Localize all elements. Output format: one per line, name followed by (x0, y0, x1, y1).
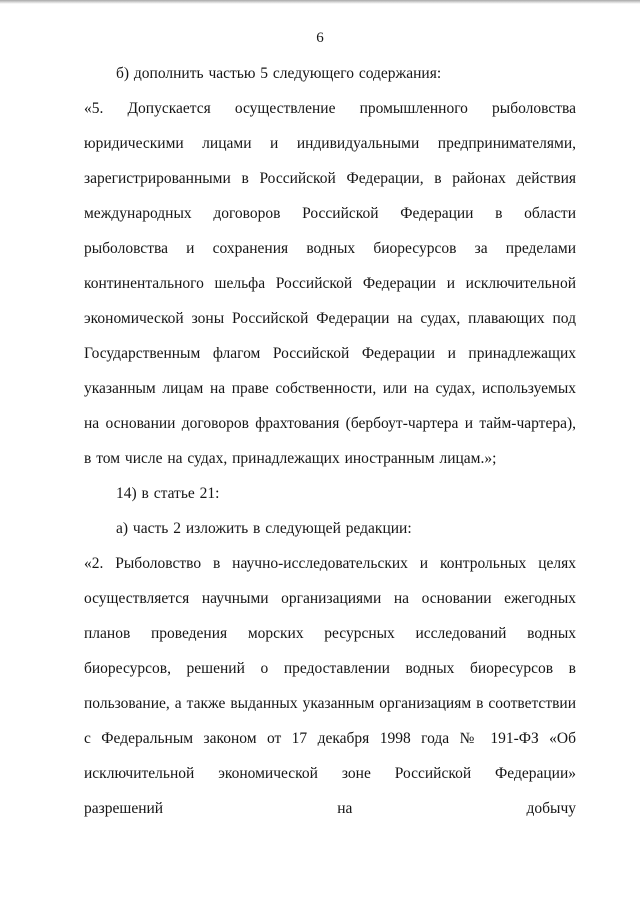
paragraph-quoted-part-5: «5. Допускается осуществление промышленного рыболовства юридическими лицами и индивидуальными предпринимателями, зарегистрированными в Российской Федерации, в районах действия международных договоров Российской Федерации в области рыболовства и сохранения водных биоресурсов за пределами континентального шельфа Российской Федерации и исключительной экономической зоны Российской Федерации на судах, плавающих под Государственным флагом Российской Федерации и принадлежащих указанным лицам на праве собственности, или на судах, используемых на основании договоров фрахтования (бербоут-чартера и тайм-чартера), в том числе на судах, принадлежащих иностранным лицам.»; (84, 100, 576, 467)
paragraph-item-14: 14) в статье 21: (116, 485, 220, 502)
page-top-edge (0, 0, 640, 4)
page-number: 6 (316, 30, 324, 46)
document-content (0, 56, 640, 826)
paragraph-subitem-b: б) дополнить частью 5 следующего содержания: (116, 65, 442, 82)
paragraph-quoted-part-2: «2. Рыболовство в научно-исследовательских и контрольных целях осуществляется научными организациями на основании ежегодных планов проведения морских ресурсных исследований водных биоресурсов, решений о предоставлении водных биоресурсов в пользование, а также выданных указанным организациям в соответствии с Федеральным законом от 17 декабря 1998 года № 191-ФЗ «Об исключительной экономической зоне Российской Федерации» разрешений на добычу (84, 555, 576, 817)
paragraph-subitem-a: а) часть 2 изложить в следующей редакции: (116, 520, 412, 537)
